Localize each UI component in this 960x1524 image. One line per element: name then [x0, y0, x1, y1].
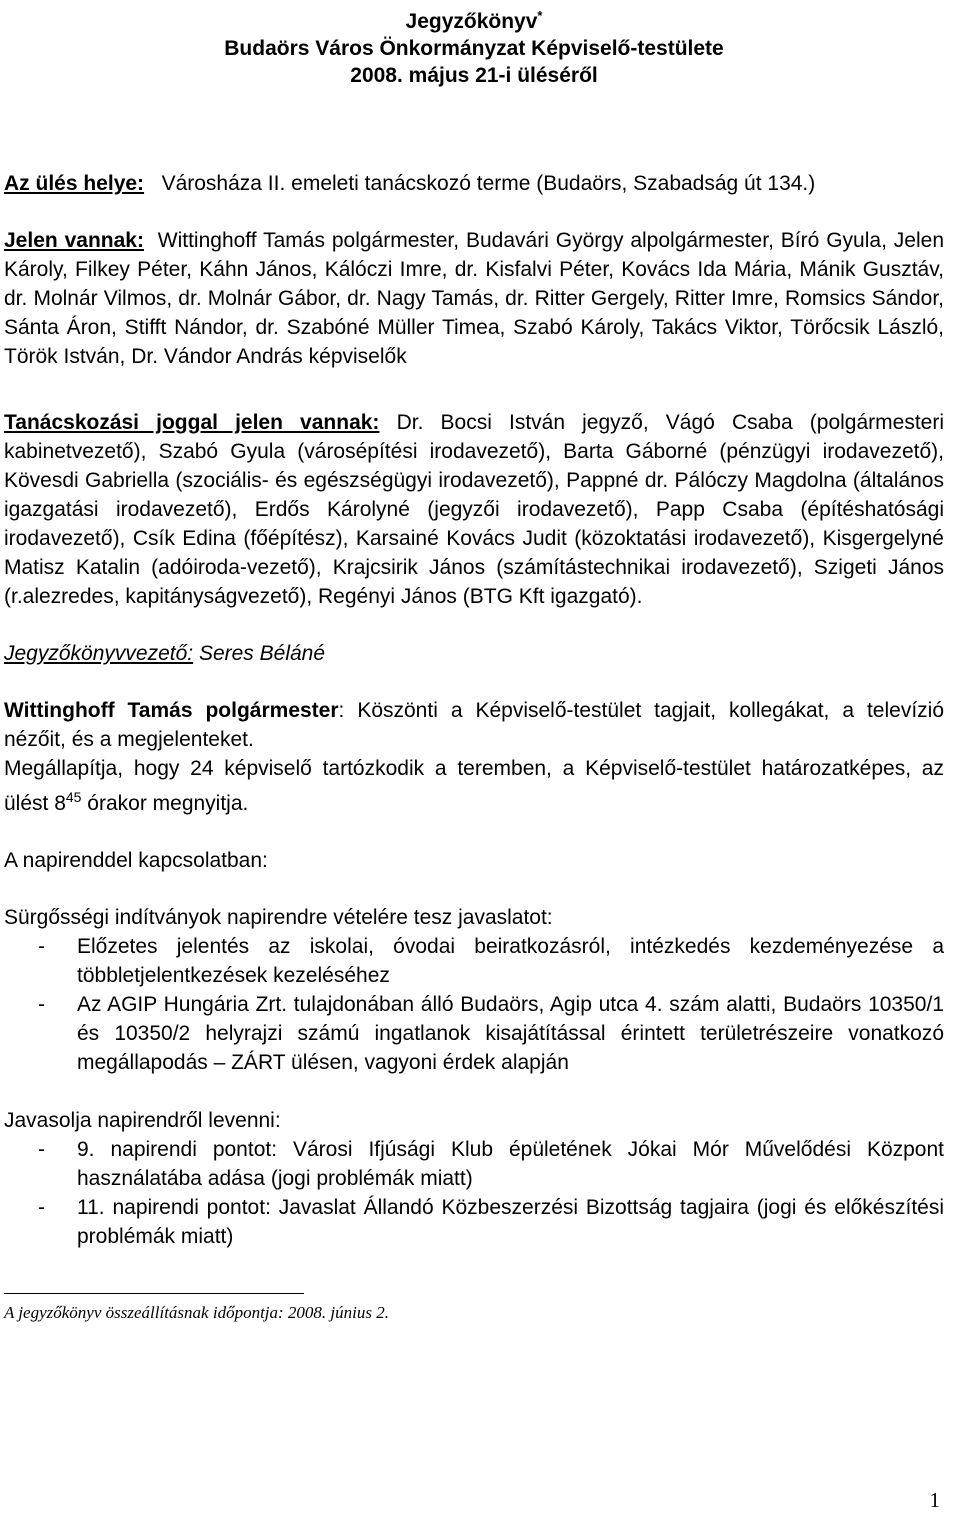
list-dash: - — [38, 1196, 45, 1219]
list-dash: - — [38, 993, 45, 1016]
list-dash: - — [38, 935, 45, 958]
document-title — [4, 2, 944, 89]
list-item: - 9. napirendi pontot: Városi Ifjúsági Klub épületének Jókai Mór Művelődési Központ használatába adása (jogi problémák miatt) — [4, 1135, 944, 1193]
venue-paragraph — [4, 169, 944, 198]
mayor-greeting-text: : Köszönti a Képviselő-testület tagjait, kollegákat, a televízió nézőit, és a megjelenteket. — [4, 699, 945, 751]
present-value: Wittinghoff Tamás polgármester, Budavári György alpolgármester, Bíró Gyula, Jelen Károly, Filkey Péter, Káhn János, Kálóczi Imre, dr. Kisfalvi Péter, Kovács Ida Mária, Mánik Gusztáv, dr. Molnár Vilmos, dr. Molnár Gábor, dr. Nagy Tamás, dr. Ritter Gergely, Ritter Imre, Romsics Sándor, Sánta Áron, Stifft Nándor, dr. Szabóné Müller Timea, Szabó Károly, Takács Viktor, Törőcsik László, Török István, Dr. Vándor András képviselők — [4, 229, 945, 368]
mayor-quorum: Megállapítja, hogy 24 képviselő tartózkodik a teremben, a Képviselő-testület határozatképes, az ülést $8^{45}$ órakor megnyitja. — [4, 757, 944, 815]
list-item: - Az AGIP Hungária Zrt. tulajdonában álló Budaörs, Agip utca 4. szám alatti, Budaörs 10350/1 és 10350/2 helyrajzi számú ingatlanok kisajátítással érintett területrészeire vonatkozó megállapodás – ZÁRT ülésen, vagyoni érdek alapján — [4, 990, 944, 1077]
consultative-paragraph — [4, 408, 944, 611]
present-paragraph — [4, 226, 944, 371]
present-label: Jelen vannak: — [4, 229, 144, 252]
recorder-value: Seres Béláné — [198, 642, 326, 665]
list-dash: - — [38, 1138, 45, 1161]
mayor-speaker: Wittinghoff Tamás polgármester — [4, 699, 339, 722]
list-item: - 11. napirendi pontot: Javaslat Állandó Közbeszerzési Bizottság tagjaira (jogi és előkészítési problémák miatt) — [4, 1193, 944, 1251]
list-item: - Előzetes jelentés az iskolai, óvodai beiratkozásról, intézkedés kezdeményezése a többletjelentkezések kezeléséhez — [4, 932, 944, 990]
consultative-label: Tanácskozási joggal jelen vannak: — [4, 411, 380, 434]
footnote-divider — [4, 1293, 304, 1294]
footnote: A jegyzőkönyv összeállításnak időpontja: 2008. június 2. — [4, 1303, 389, 1322]
document-page — [4, 0, 944, 1324]
recorder-label: Jegyzőkönyvvezető: — [4, 642, 194, 665]
remove-intro: Javasolja napirendről levenni: — [4, 1109, 281, 1132]
time-minutes-sup: 45 — [65, 789, 82, 805]
recorder-paragraph — [4, 639, 944, 668]
agenda-intro: A napirenddel kapcsolatban: — [4, 849, 268, 872]
title-line-1: Jegyzőkönyv* — [405, 8, 543, 33]
page-number: 1 — [929, 1488, 940, 1512]
venue-value: Városháza II. emeleti tanácskozó terme (Budaörs, Szabadság út 134.) — [161, 172, 816, 195]
remove-list — [4, 1135, 944, 1251]
mayor-greeting — [4, 696, 944, 754]
footnote-marker: * — [537, 8, 543, 23]
title-line-3: 2008. május 21-i üléséről — [350, 64, 598, 87]
urgent-list — [4, 932, 944, 1077]
consultative-value: Dr. Bocsi István jegyző, Vágó Csaba (polgármesteri kabinetvezető), Szabó Gyula (városépítési irodavezető), Barta Gáborné (pénzügyi irodavezető), Kövesdi Gabriella (szociális- és egészségügyi irodavezető), Pappné dr. Pálóczy Magdolna (általános igazgatási irodavezető), Erdős Károlyné (jegyzői irodavezető), Papp Csaba (építéshatósági irodavezető), Csík Edina (főépítész), Karsainé Kovács Judit (közoktatási irodavezető), Kisgergelyné Matisz Katalin (adóiroda-vezető), Krajcsirik János (számítástechnikai irodavezető), Szigeti János (r.alezredes, kapitányságvezető), Regényi János (BTG Kft igazgató). — [4, 411, 944, 608]
venue-label: Az ülés helye: — [4, 172, 145, 195]
urgent-intro: Sürgősségi indítványok napirendre vételére tesz javaslatot: — [4, 906, 553, 929]
title-line-2: Budaörs Város Önkormányzat Képviselő-testülete — [224, 37, 724, 60]
